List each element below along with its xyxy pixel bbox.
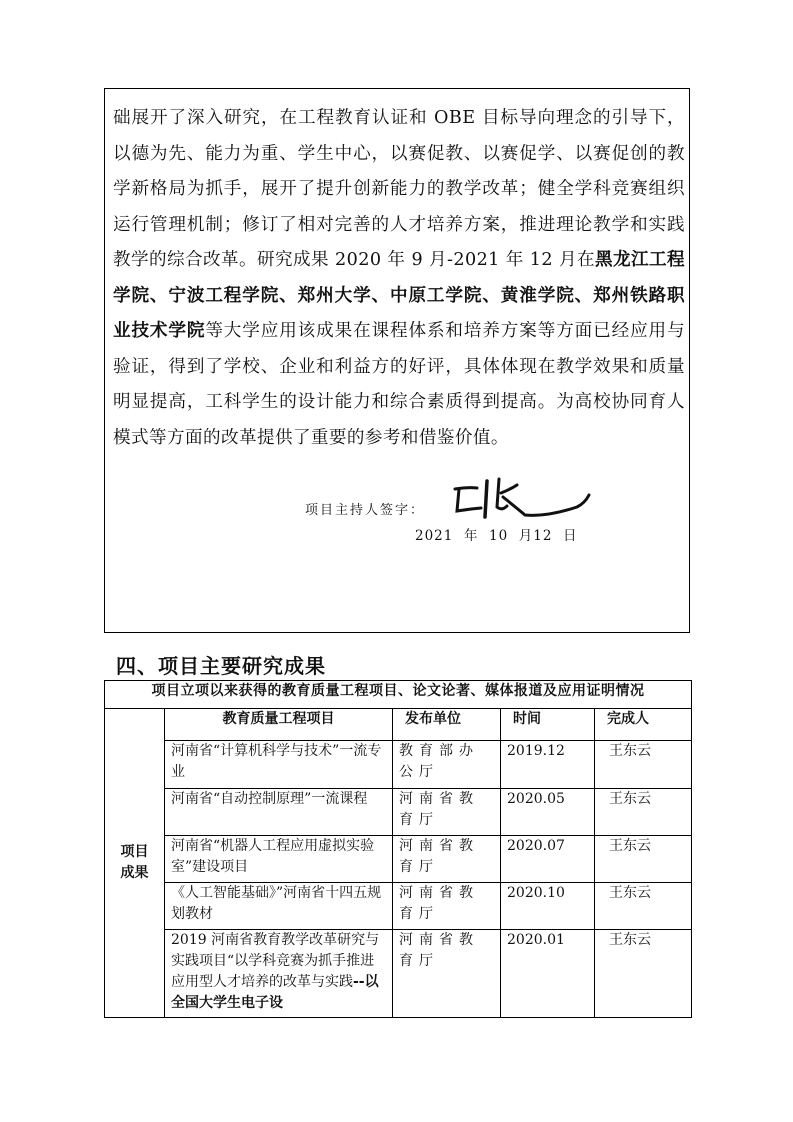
summary-text-1: 础展开了深入研究，在工程教育认证和 OBE 目标导向理念的引导下，以德为先、能力为重、学生中心，以赛促教、以赛促学、以赛促创的教学新格局为抓手，展开了提升创新能力的教学改革；健全学科竞赛组织运行管理机制；修订了相对完善的人才培养方案，推进理论教学和实践教学的综合改革。研究成果 2020 年 9 月-2021 年 12 月在 [113,108,685,270]
handwritten-signature [447,459,597,529]
table-row [105,741,692,789]
row-label-text: 项目成果 [120,844,149,881]
summary-universities: 黑龙江工程学院、宁波工程学院、郑州大学、中原工学院、黄淮学院、郑州铁路职业技术学院 [113,250,685,341]
summary-paragraph [113,101,685,456]
signature-date: 2021 年 10 月12 日 [415,528,578,544]
cell-publisher: 河南省教育厅 [393,789,501,836]
table-row [105,930,692,1018]
cell-person: 王东云 [595,930,692,1018]
cell-name: 河南省“自动控制原理”一流课程 [165,789,393,836]
table-header-row [105,709,692,741]
cell-name: 《人工智能基础》”河南省十四五规划教材 [165,883,393,930]
cell-publisher: 教育部办公厅 [393,741,501,789]
cell-person: 王东云 [595,883,692,930]
cell-publisher: 河南省教育厅 [393,836,501,883]
cell-publisher: 河南省教育厅 [393,930,501,1018]
section-title: 四、项目主要研究成果 [116,654,326,678]
cell-time: 2019.12 [501,741,595,789]
project-summary-box [104,88,690,633]
cell-time: 2020.05 [501,789,595,836]
cell-person: 王东云 [595,789,692,836]
signature-label: 项目主持人签字： [305,503,426,518]
cell-time: 2020.01 [501,930,595,1018]
header-person: 完成人 [595,709,692,741]
cell-time: 2020.07 [501,836,595,883]
cell-name-text: 2019 河南省教育教学改革研究与实践项目“以学科竞赛为抓手推进应用型人才培养的改革与实践 [171,932,380,990]
table-row [105,836,692,883]
table-caption-row [105,681,692,709]
cell-name: 河南省“机器人工程应用虚拟实验室”建设项目 [165,836,393,883]
table-row [105,883,692,930]
summary-text-2: 等大学应用该成果在课程体系和培养方案等方面已经应用与验证，得到了学校、企业和利益方的好评，具体体现在教学效果和质量明显提高，工科学生的设计能力和综合素质得到提高。为高校协同育人模式等方面的改革提供了重要的参考和借鉴价值。 [113,321,685,448]
row-label [105,709,165,1018]
cell-name-bold: --以全国大学生电子设 [171,974,379,1011]
header-time: 时间 [501,709,595,741]
header-name: 教育质量工程项目 [165,709,393,741]
table-caption: 项目立项以来获得的教育质量工程项目、论文论著、媒体报道及应用证明情况 [105,681,692,709]
cell-name [165,930,393,1018]
cell-person: 王东云 [595,836,692,883]
results-table [104,680,692,1018]
header-publisher: 发布单位 [393,709,501,741]
cell-time: 2020.10 [501,883,595,930]
cell-name: 河南省“计算机科学与技术”一流专业 [165,741,393,789]
cell-publisher: 河南省教育厅 [393,883,501,930]
table-row [105,789,692,836]
cell-person: 王东云 [595,741,692,789]
